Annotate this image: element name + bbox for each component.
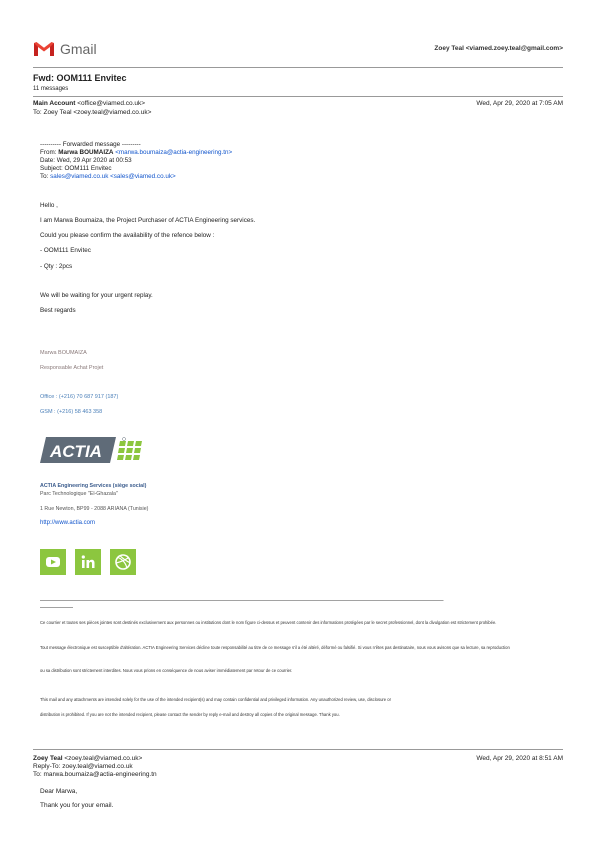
gmail-m-icon (33, 41, 55, 57)
signature-name: Marwa BOUMAIZA (40, 350, 87, 356)
forward-to: To: sales@viamed.co.uk <sales@viamed.co.uk> (40, 173, 176, 180)
company-website-link[interactable]: http://www.actia.com (40, 520, 96, 526)
thread-subject: Fwd: OOM111 Envitec (33, 73, 127, 83)
sender-name: Main Account (33, 100, 76, 107)
company-name: ACTIA Engineering Services (siège social) (40, 483, 147, 489)
forward-subject: Subject: OOM111 Envitec (40, 165, 112, 172)
disclaimer-en-1: This mail and any attachments are intended solely for the use of the intended recipient(s) and may contain confidential and privileged information. Any unauthorized review, use, disclosure or (40, 697, 392, 702)
body-line: Best regards (40, 307, 76, 314)
forward-from: From: Marwa BOUMAIZA <marwa.boumaiza@actia-engineering.tn> (40, 149, 233, 156)
account-email: Zoey Teal <viamed.zoey.teal@gmail.com> (434, 45, 563, 52)
message1-sender (33, 100, 145, 107)
forward-to-email[interactable]: <sales@viamed.co.uk> (110, 173, 176, 180)
header-divider (33, 67, 563, 68)
gmail-wordmark: Gmail (60, 41, 97, 57)
body-line: Hello , (40, 202, 58, 209)
company-address-1: Parc Technologique "El-Ghazala" (40, 491, 118, 497)
dribbble-button[interactable] (110, 549, 136, 575)
forwarded-header (40, 141, 232, 181)
signature-gsm: GSM : (+216) 58 463 358 (40, 409, 103, 415)
message2-date: Wed, Apr 29, 2020 at 8:51 AM (476, 755, 563, 762)
company-address-2: 1 Rue Newton, BP99 - 2088 ARIANA (Tunisie) (40, 506, 149, 512)
disclaimer-fr-2: Tout message électronique est susceptible d'altération. ACTIA Engineering Services décline toute responsabilité au titre de ce message s'il a été altéré, déformé ou falsifié. Si vous n'êtes pas destinataire, nous vous avisons que sa lecture, sa reproduction (40, 645, 510, 650)
forward-marker: ---------- Forwarded message --------- (40, 141, 141, 148)
forward-from-email[interactable]: <marwa.boumaiza@actia-engineering.tn> (115, 149, 233, 156)
body-line: We will be waiting for your urgent replay. (40, 292, 153, 299)
message2-body-line: Thank you for your email. (40, 802, 114, 809)
body-line: - OOM111 Envitec (40, 247, 91, 254)
gmail-logo[interactable] (33, 40, 97, 58)
message1-to: To: Zoey Teal <zoey.teal@viamed.co.uk> (33, 109, 152, 116)
actia-logo (40, 437, 146, 463)
sender-name: Zoey Teal (33, 755, 63, 762)
separator-line: —————————————————————————————————————————————————————————————— (40, 597, 443, 604)
message2-reply-to: Reply-To: zoey.teal@viamed.co.uk (33, 763, 133, 770)
signature-office: Office : (+216) 70 687 917 (187) (40, 394, 119, 400)
body-line: - Qty : 2pcs (40, 263, 73, 270)
actia-logo-graphic (40, 437, 146, 463)
sender-email: <zoey.teal@viamed.co.uk> (64, 755, 143, 762)
youtube-button[interactable] (40, 549, 66, 575)
message1-date: Wed, Apr 29, 2020 at 7:05 AM (476, 100, 563, 107)
actia-logo-text: ACTIA (50, 442, 102, 461)
message-count: 11 messages (33, 86, 69, 92)
forward-from-name: Marwa BOUMAIZA (58, 149, 114, 156)
body-line: I am Marwa Boumaiza, the Project Purchaser of ACTIA Engineering services. (40, 217, 256, 224)
youtube-icon (40, 549, 66, 575)
message2-body-line: Dear Marwa, (40, 788, 78, 795)
body-line: Could you please confirm the availability of the refence below : (40, 232, 215, 239)
message2-to: To: marwa.boumaiza@actia-engineering.tn (33, 771, 157, 778)
title-divider (33, 96, 563, 97)
disclaimer-fr-1: Ce courrier et toutes ses pièces jointes sont destinés exclusivement aux personnes ou institutions dont le nom figure ci-dessus et peuvent contenir des informations protégées par le secret professionnel, dont la divulgation est strictement prohibée. (40, 620, 497, 625)
linkedin-button[interactable] (75, 549, 101, 575)
disclaimer-fr-3: ou sa distribution sont strictement interdites. Nous vous prions en conséquence de nous aviser immédiatement par retour de ce courrier. (40, 668, 293, 673)
dribbble-icon (110, 549, 136, 575)
message2-sender (33, 755, 142, 762)
forward-date: Date: Wed, 29 Apr 2020 at 00:53 (40, 157, 132, 164)
disclaimer-en-2: distribution is prohibited. If you are not the intended recipient, please contact the sender by reply e-mail and destroy all copies of the original message. Thank you. (40, 712, 340, 717)
linkedin-icon (75, 549, 101, 575)
signature-role: Responsable Achat Projet (40, 365, 104, 371)
separator-line-tail: ————— (40, 604, 73, 611)
sender-email: <office@viamed.co.uk> (77, 100, 146, 107)
message-divider (33, 749, 563, 750)
forward-to-link[interactable]: sales@viamed.co.uk (50, 173, 109, 180)
